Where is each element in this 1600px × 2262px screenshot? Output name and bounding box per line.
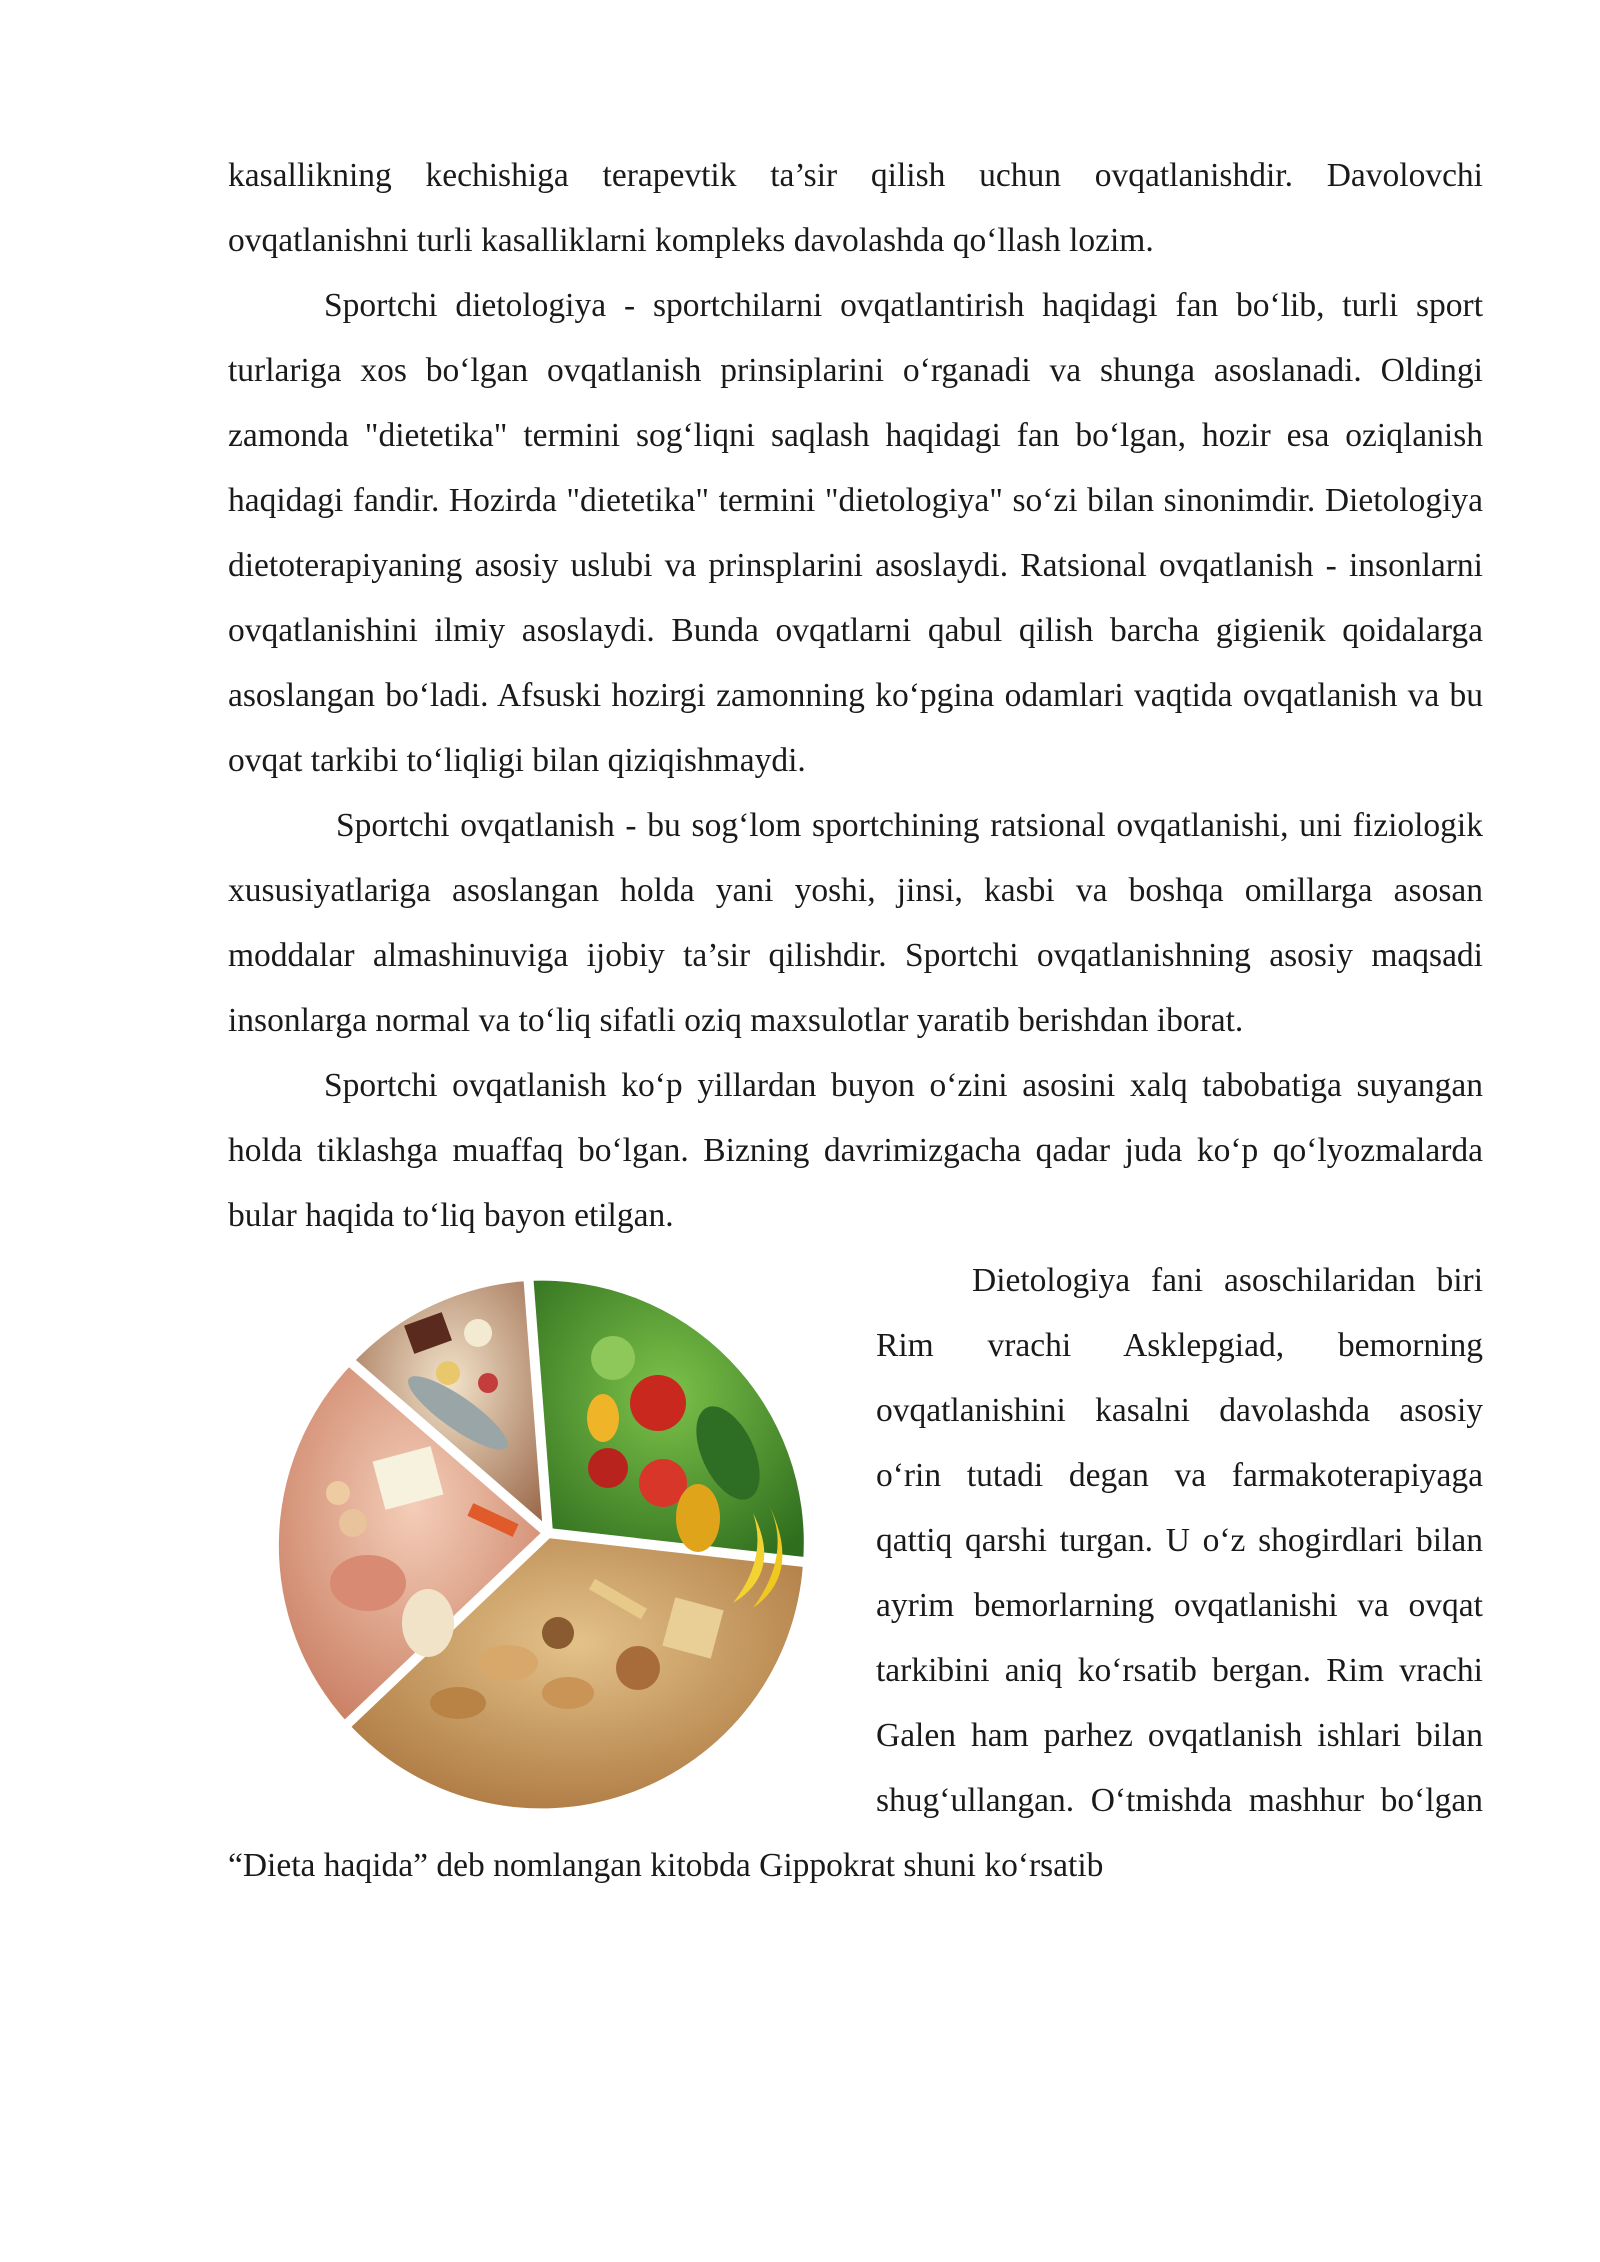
paragraph-4: Sportchi ovqatlanish ko‘p yillardan buyon o‘zini asosini xalq tabobatiga suyangan holda tiklashga muaffaq bo‘lgan. Bizning davrimizgacha qadar juda ko‘p qo‘lyozmalarda bular haqida to‘liq bayon etilgan. bbox=[228, 1067, 1483, 1234]
paragraph-3: Sportchi ovqatlanish - bu sog‘lom sportchining ratsional ovqatlanishi, uni fiziologik xususiyatlariga asoslangan holda yani yoshi, jinsi, kasbi va boshqa omillarga asosan moddalar almashinuviga ijobiy ta’sir qilishdir. Sportchi ovqatlanishning asosiy maqsadi insonlarga normal va to‘liq sifatli oziq maxsulotlar yaratib berishdan iborat. bbox=[228, 807, 1483, 1039]
document-body bbox=[228, 143, 1483, 1898]
paragraph-5: Dietologiya fani asoschilaridan biri Rim vrachi Asklepgiad, bemorning ovqatlanishini kasalni davolashda asosiy o‘rin tutadi degan va farmakoterapiyaga qattiq qarshi turgan. U o‘z shogirdlari bilan ayrim bemorlarning ovqatlanishi va ovqat tarkibini aniq ko‘rsatib bergan. Rim vrachi Galen ham parhez ovqatlanish ishlari bilan shug‘ullangan. O‘tmishda mashhur bo‘lgan “Dieta haqida” deb nomlangan kitobda Gippokrat shuni ko‘rsatib bbox=[228, 1262, 1483, 1884]
paragraph-2: Sportchi dietologiya - sportchilarni ovqatlantirish haqidagi fan bo‘lib, turli sport turlariga xos bo‘lgan ovqatlanish prinsiplarini o‘rganadi va shunga asoslanadi. Oldingi zamonda "dietetika" termini sog‘liqni saqlash haqidagi fan bo‘lgan, hozir esa oziqlanish haqidagi fandir. Hozirda "dietetika" termini "dietologiya" so‘zi bilan sinonimdir. Dietologiya dietoterapiyaning asosiy uslubi va prinsplarini asoslaydi. Ratsional ovqatlanish - insonlarni ovqatlanishini ilmiy asoslaydi. Bunda ovqatlarni qabul qilish barcha gigienik qoidalarga asoslangan bo‘ladi. Afsuski hozirgi zamonning ko‘pgina odamlari vaqtida ovqatlanish va bu ovqat tarkibi to‘liqligi bilan qiziqishmaydi. bbox=[228, 287, 1483, 779]
food-pie-image bbox=[228, 1248, 876, 1833]
paragraph-1: kasallikning kechishiga terapevtik ta’sir qilish uchun ovqatlanishdir. Davolovchi ovqatlanishni turli kasalliklarni kompleks davolashda qo‘llash lozim. bbox=[228, 157, 1483, 259]
food-pyramid-pie-icon bbox=[258, 1263, 818, 1818]
